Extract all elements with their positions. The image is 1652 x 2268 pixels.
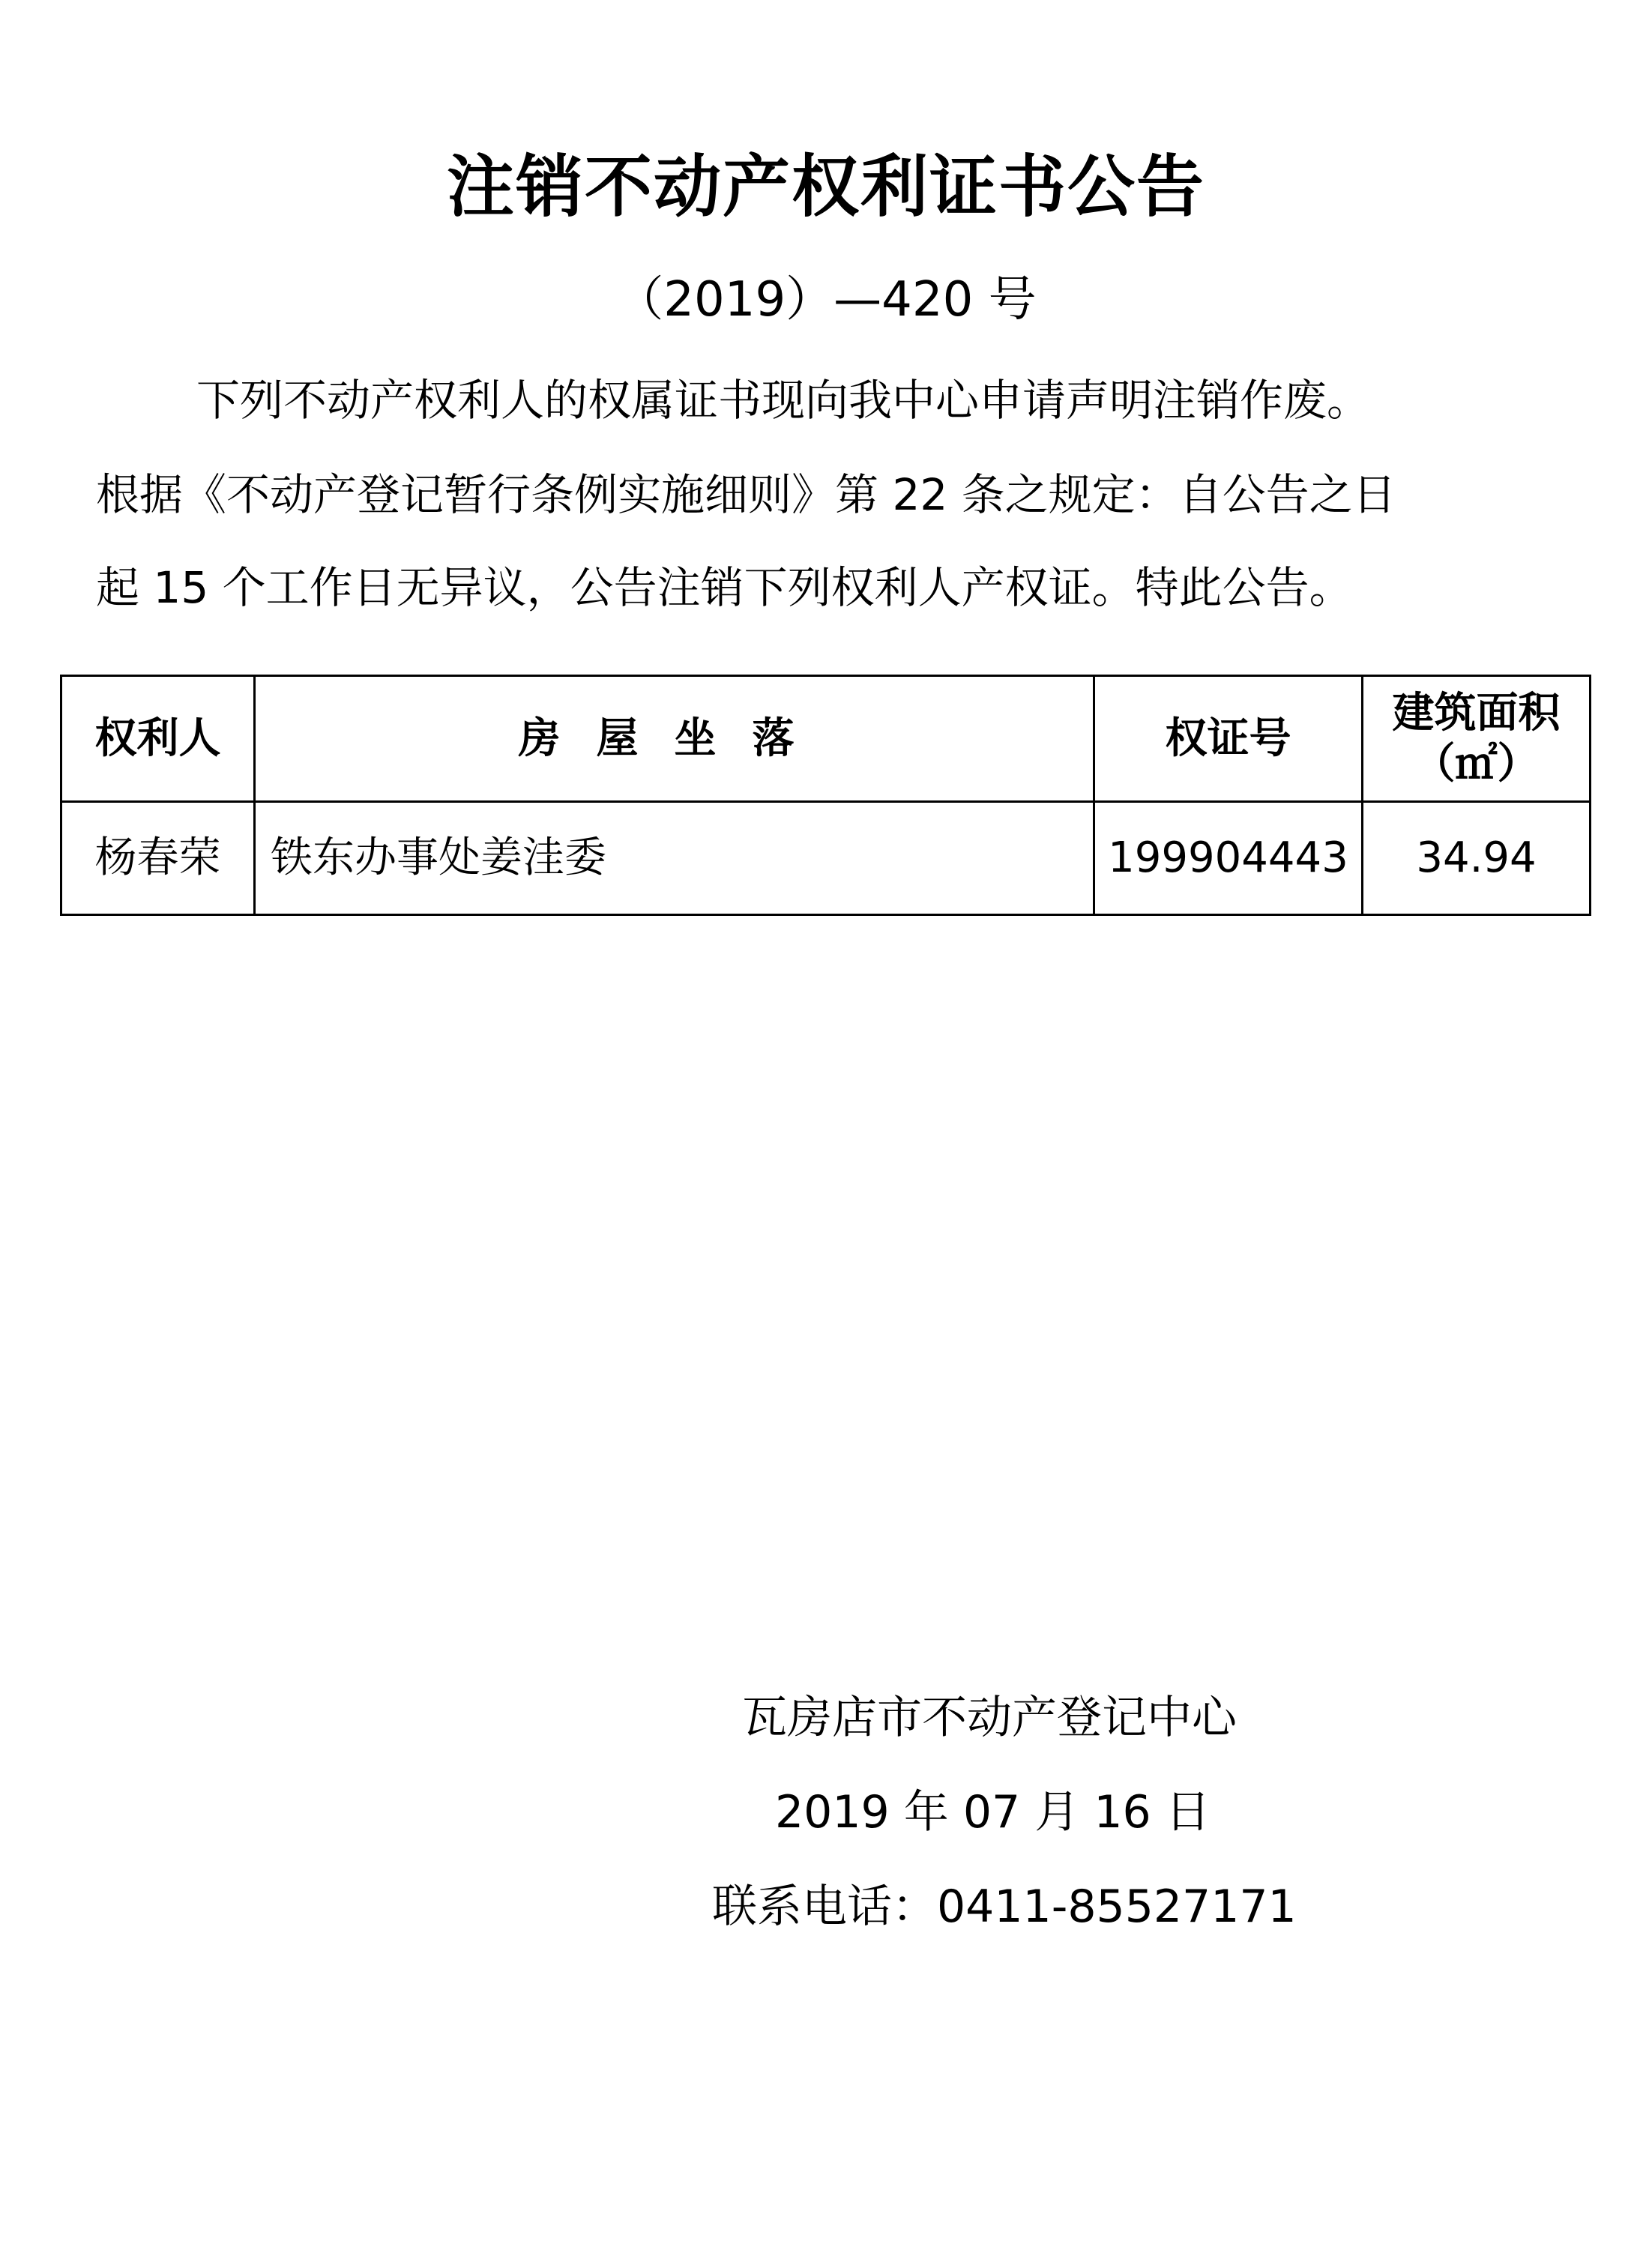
- header-area: [1363, 676, 1591, 802]
- notice-paragraph-line-1: 下列不动产权利人的权属证书现向我中心申请声明注销作废。: [196, 375, 1371, 426]
- cell-area: 34.94: [1363, 802, 1591, 915]
- header-area-label: 建筑面积: [1392, 688, 1561, 738]
- issuing-organization: 瓦房店市不动产登记中心: [742, 1692, 1237, 1744]
- page-title: 注销不动产权利证书公告: [447, 148, 1205, 226]
- contact-phone: 联系电话：0411-85527171: [712, 1881, 1297, 1933]
- certificate-table: [60, 675, 1591, 916]
- document-number: （2019）—420 号: [615, 272, 1037, 328]
- issue-date: 2019 年 07 月 16 日: [775, 1786, 1211, 1839]
- notice-paragraph-line-3: 起 15 个工作日无异议，公告注销下列权利人产权证。特此公告。: [96, 562, 1353, 613]
- notice-paragraph-line-2: 根据《不动产登记暂行条例实施细则》第 22 条之规定：自公告之日: [96, 469, 1396, 520]
- table-header-row: [61, 676, 1591, 802]
- header-cert-no: 权证号: [1094, 676, 1363, 802]
- cell-location: 铁东办事处姜洼委: [255, 802, 1094, 915]
- header-area-unit: （㎡）: [1413, 739, 1540, 788]
- header-owner: 权利人: [61, 676, 255, 802]
- cell-owner: 杨春荣: [61, 802, 255, 915]
- header-location: [255, 676, 1094, 802]
- table-row: [61, 802, 1591, 915]
- header-location-label: 房屋坐落: [518, 714, 830, 763]
- cell-cert-no: 199904443: [1094, 802, 1363, 915]
